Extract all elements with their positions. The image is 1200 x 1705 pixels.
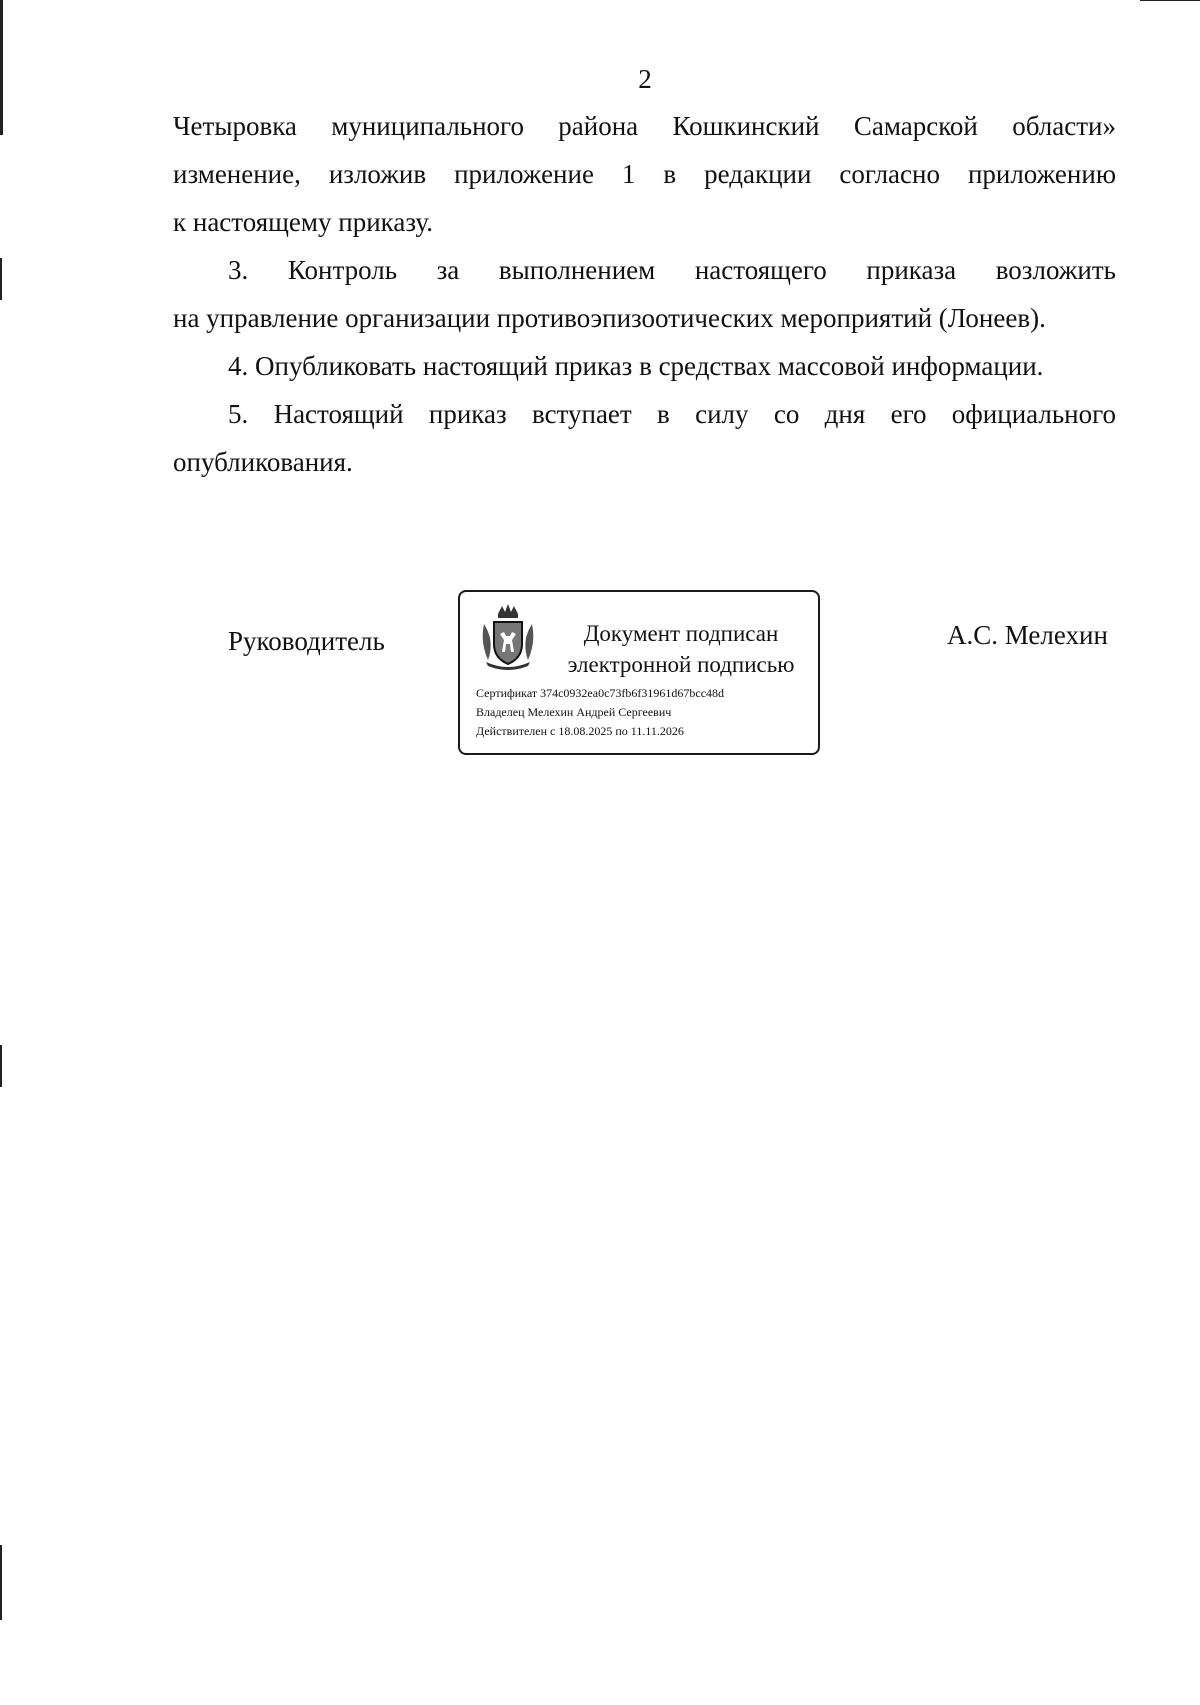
signer-name: А.С. Мелехин [947,620,1108,650]
stamp-title [550,618,812,680]
paragraph-item-3 [173,246,1116,342]
page-number: 2 [638,64,652,94]
certificate-validity: Действителен с 18.08.2025 по 11.11.2026 [476,724,684,738]
text-line: изменение, изложив приложение 1 в редакции согласно приложению [173,159,1116,189]
signature-block [0,590,1200,770]
scan-artifact-left-lower [0,1045,2,1087]
paragraph-item-4 [173,342,1116,390]
coat-of-arms-icon [478,602,538,670]
text-line: опубликования. [173,447,353,477]
certificate-number: Сертификат 374c0932ea0c73fb6f31961d67bcc48d [476,686,725,700]
certificate-owner: Владелец Мелехин Андрей Сергеевич [476,705,672,719]
paragraph-item-5 [173,390,1116,486]
scan-artifact-left-bottom [0,1545,2,1620]
scan-artifact-top-right [1140,0,1200,1]
scan-artifact-left-mid [0,258,2,300]
electronic-signature-stamp [458,590,820,755]
text-line: на управление организации противоэпизоотических мероприятий (Лонеев). [173,303,1046,333]
text-line: Четыровка муниципального района Кошкинский Самарской области» [173,111,1116,141]
text-line: к настоящему приказу. [173,207,433,237]
signer-role: Руководитель [228,626,385,656]
text-line: 5. Настоящий приказ вступает в силу со дня его официального [228,399,1116,429]
text-line: 3. Контроль за выполнением настоящего приказа возложить [228,255,1116,285]
stamp-title-line: электронной подписью [567,652,795,677]
text-line: 4. Опубликовать настоящий приказ в средствах массовой информации. [228,351,1044,381]
paragraph-continuation [173,102,1116,246]
stamp-details [476,684,724,741]
stamp-title-line: Документ подписан [583,621,779,646]
